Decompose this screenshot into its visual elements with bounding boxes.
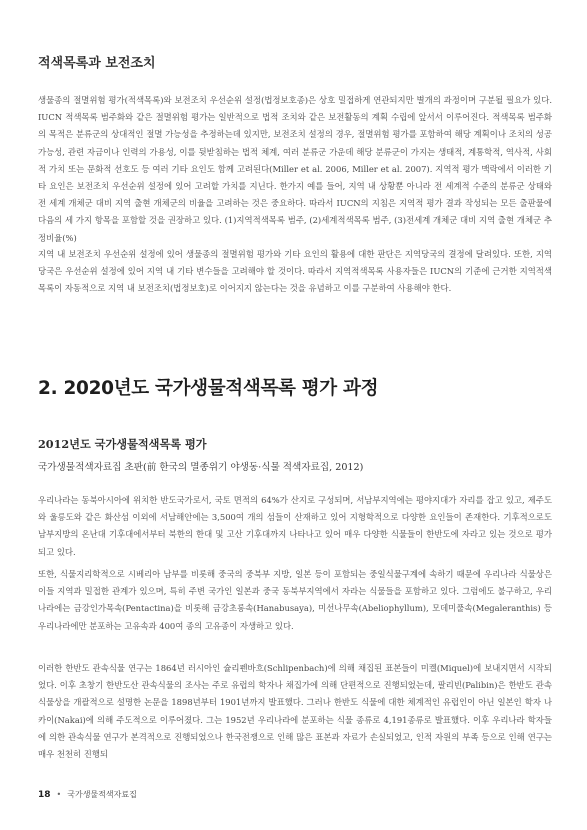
footer-book-title: 국가생물적색자료집	[67, 790, 137, 799]
body-paragraph: 생물종의 절멸위험 평가(적색목록)와 보전조치 우선순위 설정(법정보호종)은 상호 밀접하게 연관되지만 별개의 과정이며 구분될 필요가 있다. IUCN 적색목록 범주화와 같은 절멸위험 평가는 일반적으로 법적 조치와 같은 보전활동의 계획 수립에 앞서서 이루어진다. 적색목록 범주화의 목적은 분류군의 상대적인 절멸 가능성을 추정하는데 있지만, 보전조치 설정의 경우, 절멸위험 평가를 포함하여 해당 계획이나 조치의 성공 가능성, 관련 자금이나 인력의 가용성, 이를 뒷받침하는 법적 체계, 여러 분류군 가운데 해당 분류군이 가지는 생태적, 계통학적, 역사적, 사회적 가치 또는 문화적 선호도 등 여러 기타 요인도 함께 고려된다(Miller et al. 2006, Miller et al. 2007). 지역적 평가 맥락에서 이러한 기타 요인은 보전조치 우선순위 설정에 있어 고려할 가치를 지닌다. 한가지 예를 들어, 지역 내 상황뿐 아니라 전 세계적 수준의 분류군 상태와 전 세계 개체군 대비 지역 출현 개체군의 비율을 고려하는 것은 중요하다. 따라서 IUCN의 지침은 지역적 평가 결과 작성되는 모든 출판물에 다음의 세 가지 항목을 포함할 것을 권장하고 있다. (1)지역적색목록 범주, (2)세계적색목록 범주, (3)전세계 개체군 대비 지역 출현 개체군 추정비율(%)	[38, 95, 552, 243]
body-paragraph: 우리나라는 동북아시아에 위치한 반도국가로서, 국토 면적의 64%가 산지로 구성되며, 서남부지역에는 평야지대가 자리를 잡고 있고, 제주도와 울릉도와 같은 화산섬 이외에 서남해안에는 3,500여 개의 섬들이 산재하고 있어 지형학적으로 다양한 요인들이 존재한다. 기후적으로도 남부지방의 온난대 기후대에서부터 북한의 한대 및 고산 기후대까지 나타나고 있어 매우 다양한 식물들이 한반도에 자라고 있는 것으로 평가되고 있다.	[38, 495, 552, 557]
body-paragraph: 또한, 식물지리학적으로 시베리아 남부를 비롯해 중국의 중북부 지방, 일본 등이 포함되는 중일식물구계에 속하기 때문에 우리나라 식물상은 이들 지역과 밀접한 관계가 있으며, 특히 주변 국가인 일본과 중국 동북부지역에서 자라는 식물들을 포함하고 있다. 그럼에도 불구하고, 우리나라에는 금강인가목속(Pentactina)을 비롯해 금강초롱속(Hanabusaya), 미선나무속(Abeliophyllum), 모데미풀속(Megaleranthis) 등 우리나라에만 분포하는 고유속과 400여 종의 고유종이 자생하고 있다.	[38, 569, 552, 631]
section-heading: 적색목록과 보전조치	[38, 56, 156, 71]
body-paragraph: 이러한 한반도 관속식물 연구는 1864년 러시아인 슐리펜바흐(Schlipenbach)에 의해 채집된 표본들이 미켈(Miquel)에 보내지면서 시작되었다. 이후 초창기 한반도산 관속식물의 조사는 주로 유럽의 학자나 채집가에 의해 단편적으로 진행되었는데, 팔리빈(Palibin)은 한반도 관속식물상을 개괄적으로 설명한 논문을 1898년부터 1901년까지 발표했다. 그러나 한반도 식물에 대한 체계적인 유럽인이 아닌 일본인 학자 나카이(Nakai)에 의해 주도적으로 이루어졌다. 그는 1952년 우리나라에 분포하는 식물 종류로 4,191종류로 발표했다. 이후 우리나라 학자들에 의한 관속식물 연구가 본격적으로 진행되었으나 한국전쟁으로 인해 많은 표본과 자료가 손실되었고, 인적 자원의 부족 등으로 인해 연구는 매우 천천히 진행되	[38, 663, 552, 760]
source-line: 국가생물적색자료집 초판(前 한국의 멸종위기 야생동·식물 적색자료집, 2012)	[38, 462, 364, 473]
footer-separator: •	[56, 790, 62, 799]
chapter-title: 2. 2020년도 국가생물적색목록 평가 과정	[38, 378, 379, 399]
page-number: 18	[38, 789, 51, 800]
body-paragraph: 지역 내 보전조치 우선순위 설정에 있어 생물종의 절멸위험 평가와 기타 요인의 활용에 대한 판단은 지역당국의 결정에 달려있다. 또한, 지역당국은 우선순위 설정에 있어 지역 내 기타 변수들을 고려해야 할 것이다. 따라서 지역적색목록 사용자들은 IUCN의 기준에 근거한 지역적색목록이 자동적으로 지역 내 보전조치(법정보호)로 이어지지 않는다는 것을 유념하고 이를 구분하여 사용해야 한다.	[38, 249, 552, 294]
sub-heading: 2012년도 국가생물적색목록 평가	[38, 437, 207, 451]
page-footer	[38, 789, 137, 800]
